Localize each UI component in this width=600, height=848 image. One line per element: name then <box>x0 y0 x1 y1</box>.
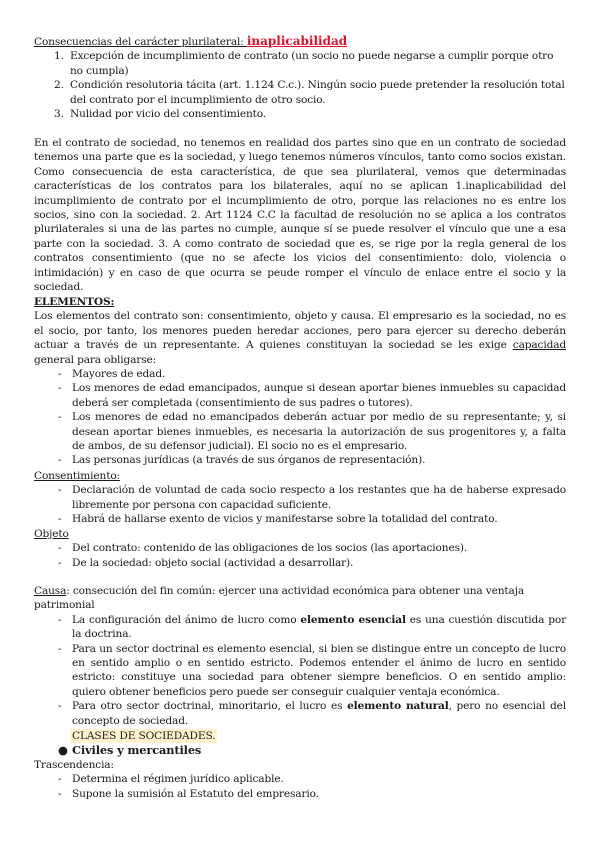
contrato-paragraph: En el contrato de sociedad, no tenemos en realidad dos partes sino que en un contrato de sociedad tenemos una parte que es la sociedad, y luego tenemos números vínculos, tanto como socios existan. Como consecuencia de esta característica, de que sea plurilateral, vemos que determinadas características de los contratos para los bilaterales, aquí no se aplican 1.inaplicabilidad del incumplimiento de contrato por el incumplimiento de otro, porque las relaciones no es entre los socios, sino con la sociedad. 2. Art 1124 C.C la facultad de resolución no se aplica a los contratos plurilaterales si una de las partes no cumple, aunque sí se puede resolver el vínculo que une a esa parte con la sociedad. 3. A como contrato de sociedad que es, se rige por la regla general de los contratos consentimiento (que no se afecte los vicios del consentimiento: dolo, violencia o intimidación) y en caso de que ocurra se peude romper el vínculo de enlace entre el socio y la sociedad. <box>34 137 566 294</box>
consentimiento-section <box>34 469 566 527</box>
consecuencias-title: Consecuencias del carácter plurilateral: inaplicabilidad <box>34 34 348 48</box>
consecuencias-section <box>34 34 566 121</box>
list-item: - Del contrato: contenido de las obligaciones de los socios (las aportaciones). <box>58 542 468 555</box>
consentimiento-list <box>34 483 566 526</box>
objeto-section <box>34 527 566 570</box>
causa-list <box>34 613 566 728</box>
consecuencias-list <box>34 49 566 121</box>
list-item: - Supone la sumisión al Estatuto del empresario. <box>58 787 319 800</box>
objeto-heading: Objeto <box>34 528 69 540</box>
inaplicabilidad-highlight: inaplicabilidad <box>246 34 348 48</box>
list-item: 2. Condición resolutoria tácita (art. 1.124 C.c.). Ningún socio puede pretender la resolución total del contrato por el incumplimiento de otro socio. <box>54 79 565 106</box>
capacidad-list <box>34 367 566 468</box>
elementos-intro: Los elementos del contrato son: consentimiento, objeto y causa. El empresario es la sociedad, no es el socio, por tanto, los menores pueden heredar acciones, pero para ejercer su derecho deberán actuar a través de un representante. A quienes constituyan la sociedad se les exige capacidad general para obligarse: <box>34 310 566 366</box>
elementos-heading: ELEMENTOS: <box>34 296 115 308</box>
civiles-bullet: ● Civiles y mercantiles <box>58 743 202 758</box>
causa-section <box>34 584 566 728</box>
list-item: - Los menores de edad emancipados, aunque si desean aportar bienes inmuebles su capacidad deberá ser completada (consentimiento de sus padres o tutores). <box>58 382 566 409</box>
list-item: - Mayores de edad. <box>58 368 166 381</box>
list-item: - Habrá de hallarse exento de vicios y manifestarse sobre la totalidad del contrato. <box>58 513 498 526</box>
list-item: - Para otro sector doctrinal, minoritario, el lucro es elemento natural, pero no esencial del concepto de sociedad. <box>58 700 566 727</box>
elementos-section <box>34 295 566 468</box>
objeto-list <box>34 541 566 570</box>
list-item: - Determina el régimen jurídico aplicable. <box>58 773 284 786</box>
list-item: - Para un sector doctrinal es elemento esencial, si bien se distingue entre un concepto de lucro en sentido amplio o en sentido estricto. Podemos entender el ánimo de lucro en sentido estricto: constituye una sociedad para obtener siempre beneficios. O en sentido amplio: quiero obtener beneficios pero puede ser conseguir cualquier ventaja económica. <box>58 642 566 698</box>
list-item: - La configuración del ánimo de lucro como elemento esencial es una cuestión discutida por la doctrina. <box>58 613 566 641</box>
clases-section <box>34 729 566 801</box>
list-item: - De la sociedad: objeto social (actividad a desarrollar). <box>58 556 354 569</box>
trascendencia-list <box>34 772 566 801</box>
causa-heading: Causa: consecución del fin común: ejercer una actividad económica para obtener una ventaja patrimonial <box>34 585 524 612</box>
list-item: - Las personas jurídicas (a través de sus órganos de representación). <box>58 454 426 467</box>
clases-heading: CLASES DE SOCIEDADES. <box>72 730 216 742</box>
list-item: - Los menores de edad no emancipados deberán actuar por medio de su representante; y, si desean aportar bienes inmuebles, es necesaria la autorización de sus progenitores y, a falta de ambos, de su defensor judicial). El socio no es el empresario. <box>58 411 566 453</box>
consentimiento-heading: Consentimiento: <box>34 470 120 482</box>
list-item: 3. Nulidad por vicio del consentimiento. <box>54 108 267 121</box>
bullet-icon: ● <box>58 743 68 758</box>
trascendencia-label: Trascendencia: <box>34 758 114 771</box>
list-item: - Declaración de voluntad de cada socio respecto a los restantes que ha de haberse expresado libremente por persona con capacidad suficiente. <box>58 484 566 511</box>
list-item: 1. Excepción de incumplimiento de contrato (un socio no puede negarse a cumplir porque otro no cumpla) <box>54 50 554 77</box>
